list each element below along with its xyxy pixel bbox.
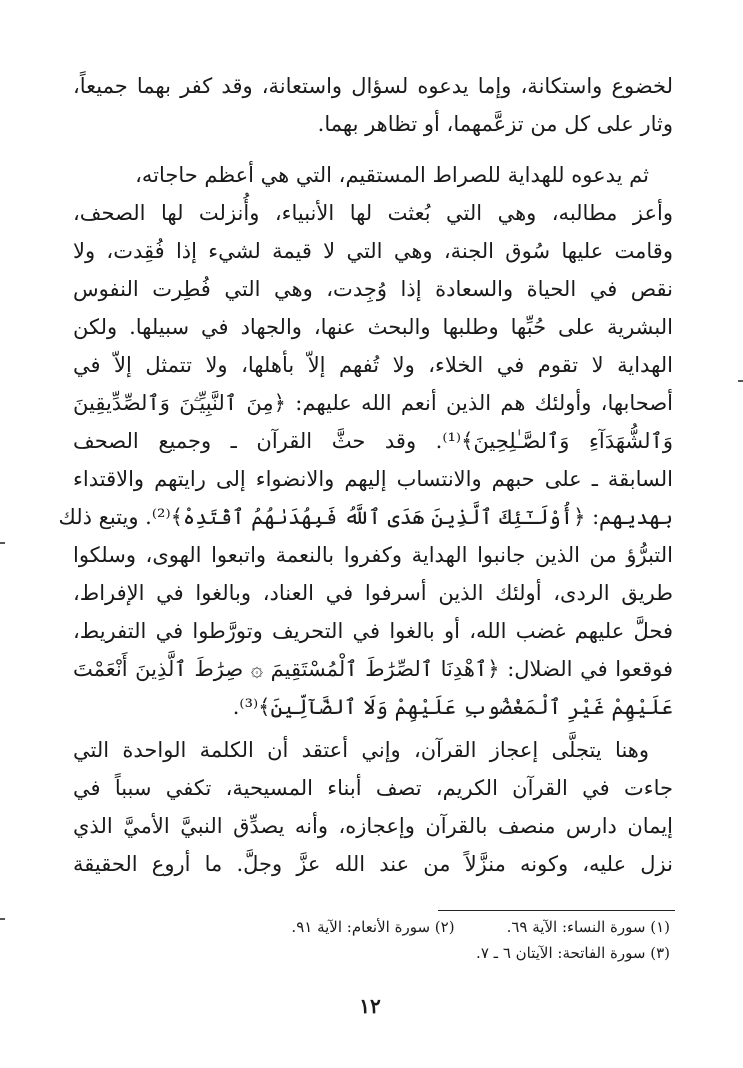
page-number: ١٢ xyxy=(359,994,381,1018)
text-line: نقص في الحياة والسعادة إذا وُجِدت، وهي التي فُطِرت النفوس xyxy=(73,277,673,301)
footnote-separator xyxy=(438,910,675,911)
text-line: جاءت في القرآن الكريم، تصف أبناء المسيحية، تكفي سبباً في xyxy=(73,776,673,800)
text-line: وقامت عليها سُوق الجنة، وهي التي لا قيمة لشيء إذا فُقِدت، ولا xyxy=(73,239,673,263)
text-line: الهداية لا تقوم في الخلاء، ولا تُفهم إلاّ بأهلها، ولا تتمثل إلاّ في xyxy=(73,353,673,377)
footnote-row xyxy=(150,940,670,966)
text-line: ثم يدعوه للهداية للصراط المستقيم، التي هي أعظم حاجاته، xyxy=(135,163,649,187)
text-line: وأعز مطالبه، وهي التي بُعثت لها الأنبياء، وأُنزلت لها الصحف، xyxy=(73,201,673,225)
text-line: وَٱلشُّهَدَآءِ وَٱلصَّـٰلِحِينَ﴾⁽¹⁾. وقد حثَّ القرآن ـ وجميع الصحف xyxy=(73,429,673,453)
paragraph-2 xyxy=(58,156,673,726)
scan-edge-mark xyxy=(738,380,743,382)
paragraph-1 xyxy=(73,67,673,143)
text-line: فوقعوا في الضلال: ﴿ٱهْدِنَا ٱلصِّرَٰطَ ٱلْمُسْتَقِيمَ ۞ صِرَٰطَ ٱلَّذِينَ أَنْعَمْتَ xyxy=(73,657,673,681)
text-line: البشرية على حُبِّها وطلبها والبحث عنها، والجهاد في سبيلها. ولكن xyxy=(73,315,673,339)
footnote-1: (١) سورة النساء: الآية ٦٩. xyxy=(506,918,670,936)
text-line: عَلَيْهِمْ غَيْرِ ٱلْمَغْضُوبِ عَلَيْهِمْ وَلَا ٱلضَّآلِّينَ﴾⁽³⁾. xyxy=(232,695,673,719)
text-line: أصحابها، وأولئك هم الذين أنعم الله عليهم: ﴿مِنَ ٱلنَّبِيِّـۧنَ وَٱلصِّدِّيقِينَ xyxy=(73,391,673,415)
text-line: وثار على كل من تزعَّمهما، أو تظاهر بهما. xyxy=(317,112,673,136)
scan-edge-mark xyxy=(0,918,5,920)
text-line: نزل عليه، وكونه منزَّلاً من عند الله عزَّ وجلَّ. ما أروع الحقيقة xyxy=(73,852,673,876)
text-line: إيمان دارس منصف بالقرآن وإعجازه، وأنه يصدِّق النبيَّ الأميَّ الذي xyxy=(73,814,673,838)
text-line: لخضوع واستكانة، وإما يدعوه لسؤال واستعانة، وقد كفر بهما جميعاً، xyxy=(73,74,673,98)
scan-edge-mark xyxy=(0,542,5,544)
paragraph-3 xyxy=(73,731,673,883)
text-line: فحلَّ عليهم غضب الله، أو بالغوا في التحريف وتورَّطوا في التفريط، xyxy=(73,619,673,643)
text-line: السابقة ـ على حبهم والانتساب إليهم والانضواء إلى رايتهم والاقتداء xyxy=(73,467,673,491)
footnotes xyxy=(150,914,670,966)
text-line: بهديهم: ﴿أُوْلَـٰٓئِكَ ٱلَّذِينَ هَدَى ٱللَّهُ فَبِهُدَىٰهُمُ ٱقْتَدِهْ﴾⁽²⁾. ويتبع ذلك xyxy=(58,505,673,529)
text-line: وهنا يتجلَّى إعجاز القرآن، وإني أعتقد أن الكلمة الواحدة التي xyxy=(73,738,649,762)
footnote-row xyxy=(150,914,670,940)
footnote-3: (٣) سورة الفاتحة: الآيتان ٦ ـ ٧. xyxy=(476,944,670,962)
text-line: طريق الردى، أولئك الذين أسرفوا في العناد، وبالغوا في الإفراط، xyxy=(73,581,673,605)
text-line: التبرُّؤ من الذين جانبوا الهداية وكفروا بالنعمة واتبعوا الهوى، وسلكوا xyxy=(73,543,673,567)
footnote-2: (٢) سورة الأنعام: الآية ٩١. xyxy=(291,918,455,936)
